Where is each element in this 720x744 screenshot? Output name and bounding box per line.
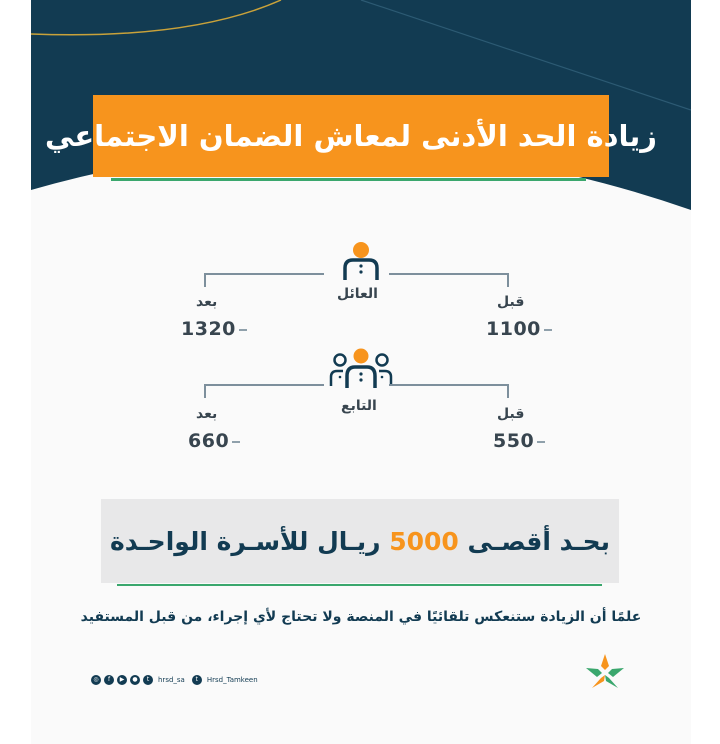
before-value <box>486 318 555 340</box>
handle-main[interactable]: hrsd_sa <box>158 676 185 684</box>
person-icon <box>341 240 381 282</box>
twitter-icon[interactable]: t <box>143 675 153 685</box>
max-suffix: ريـال للأسـرة الواحـدة <box>109 526 390 556</box>
max-cap-text <box>110 527 610 556</box>
before-label: قبل <box>497 294 525 310</box>
after-value-text: 660 <box>188 430 230 452</box>
max-underline <box>117 584 602 586</box>
bracket-right <box>389 273 509 287</box>
handle-secondary[interactable]: Hrsd_Tamkeen <box>206 676 258 684</box>
facebook-icon[interactable]: f <box>104 675 114 685</box>
value-dash <box>232 441 240 443</box>
title-banner <box>45 95 657 177</box>
value-dash <box>537 441 545 443</box>
before-value-text: 550 <box>493 430 535 452</box>
max-prefix: بحـد أقصـى <box>458 526 611 556</box>
role-label: العائل <box>337 286 378 302</box>
group-icon <box>329 346 393 390</box>
before-label: قبل <box>497 406 525 422</box>
bracket-left <box>204 384 324 398</box>
after-value <box>181 318 250 340</box>
max-cap-box <box>101 499 619 583</box>
twitter-icon[interactable]: t <box>192 675 202 685</box>
hrsd-logo-icon <box>582 650 628 692</box>
bracket-right <box>389 384 509 398</box>
title-underline <box>111 178 586 181</box>
instagram-icon[interactable]: ◎ <box>91 675 101 685</box>
infographic-card <box>31 0 691 744</box>
before-value-text: 1100 <box>486 318 541 340</box>
note-text: علمًا أن الزيادة ستنعكس تلقائيًا في المنصة ولا تحتاج لأي إجراء، من قبل المستفيد <box>80 609 642 625</box>
after-value <box>188 430 243 452</box>
after-value-text: 1320 <box>181 318 236 340</box>
social-bar <box>91 673 262 687</box>
role-label: التابع <box>341 398 377 414</box>
value-dash <box>239 329 247 331</box>
value-dash <box>544 329 552 331</box>
before-value <box>493 430 548 452</box>
bracket-left <box>204 273 324 287</box>
after-label: بعد <box>196 406 218 422</box>
youtube-icon[interactable]: ▶ <box>117 675 127 685</box>
snapchat-icon[interactable]: ● <box>130 675 140 685</box>
after-label: بعد <box>196 294 218 310</box>
max-amount: 5000 <box>389 526 459 556</box>
page-title: زيادة الحد الأدنى لمعاش الضمان الاجتماعي <box>45 119 657 153</box>
